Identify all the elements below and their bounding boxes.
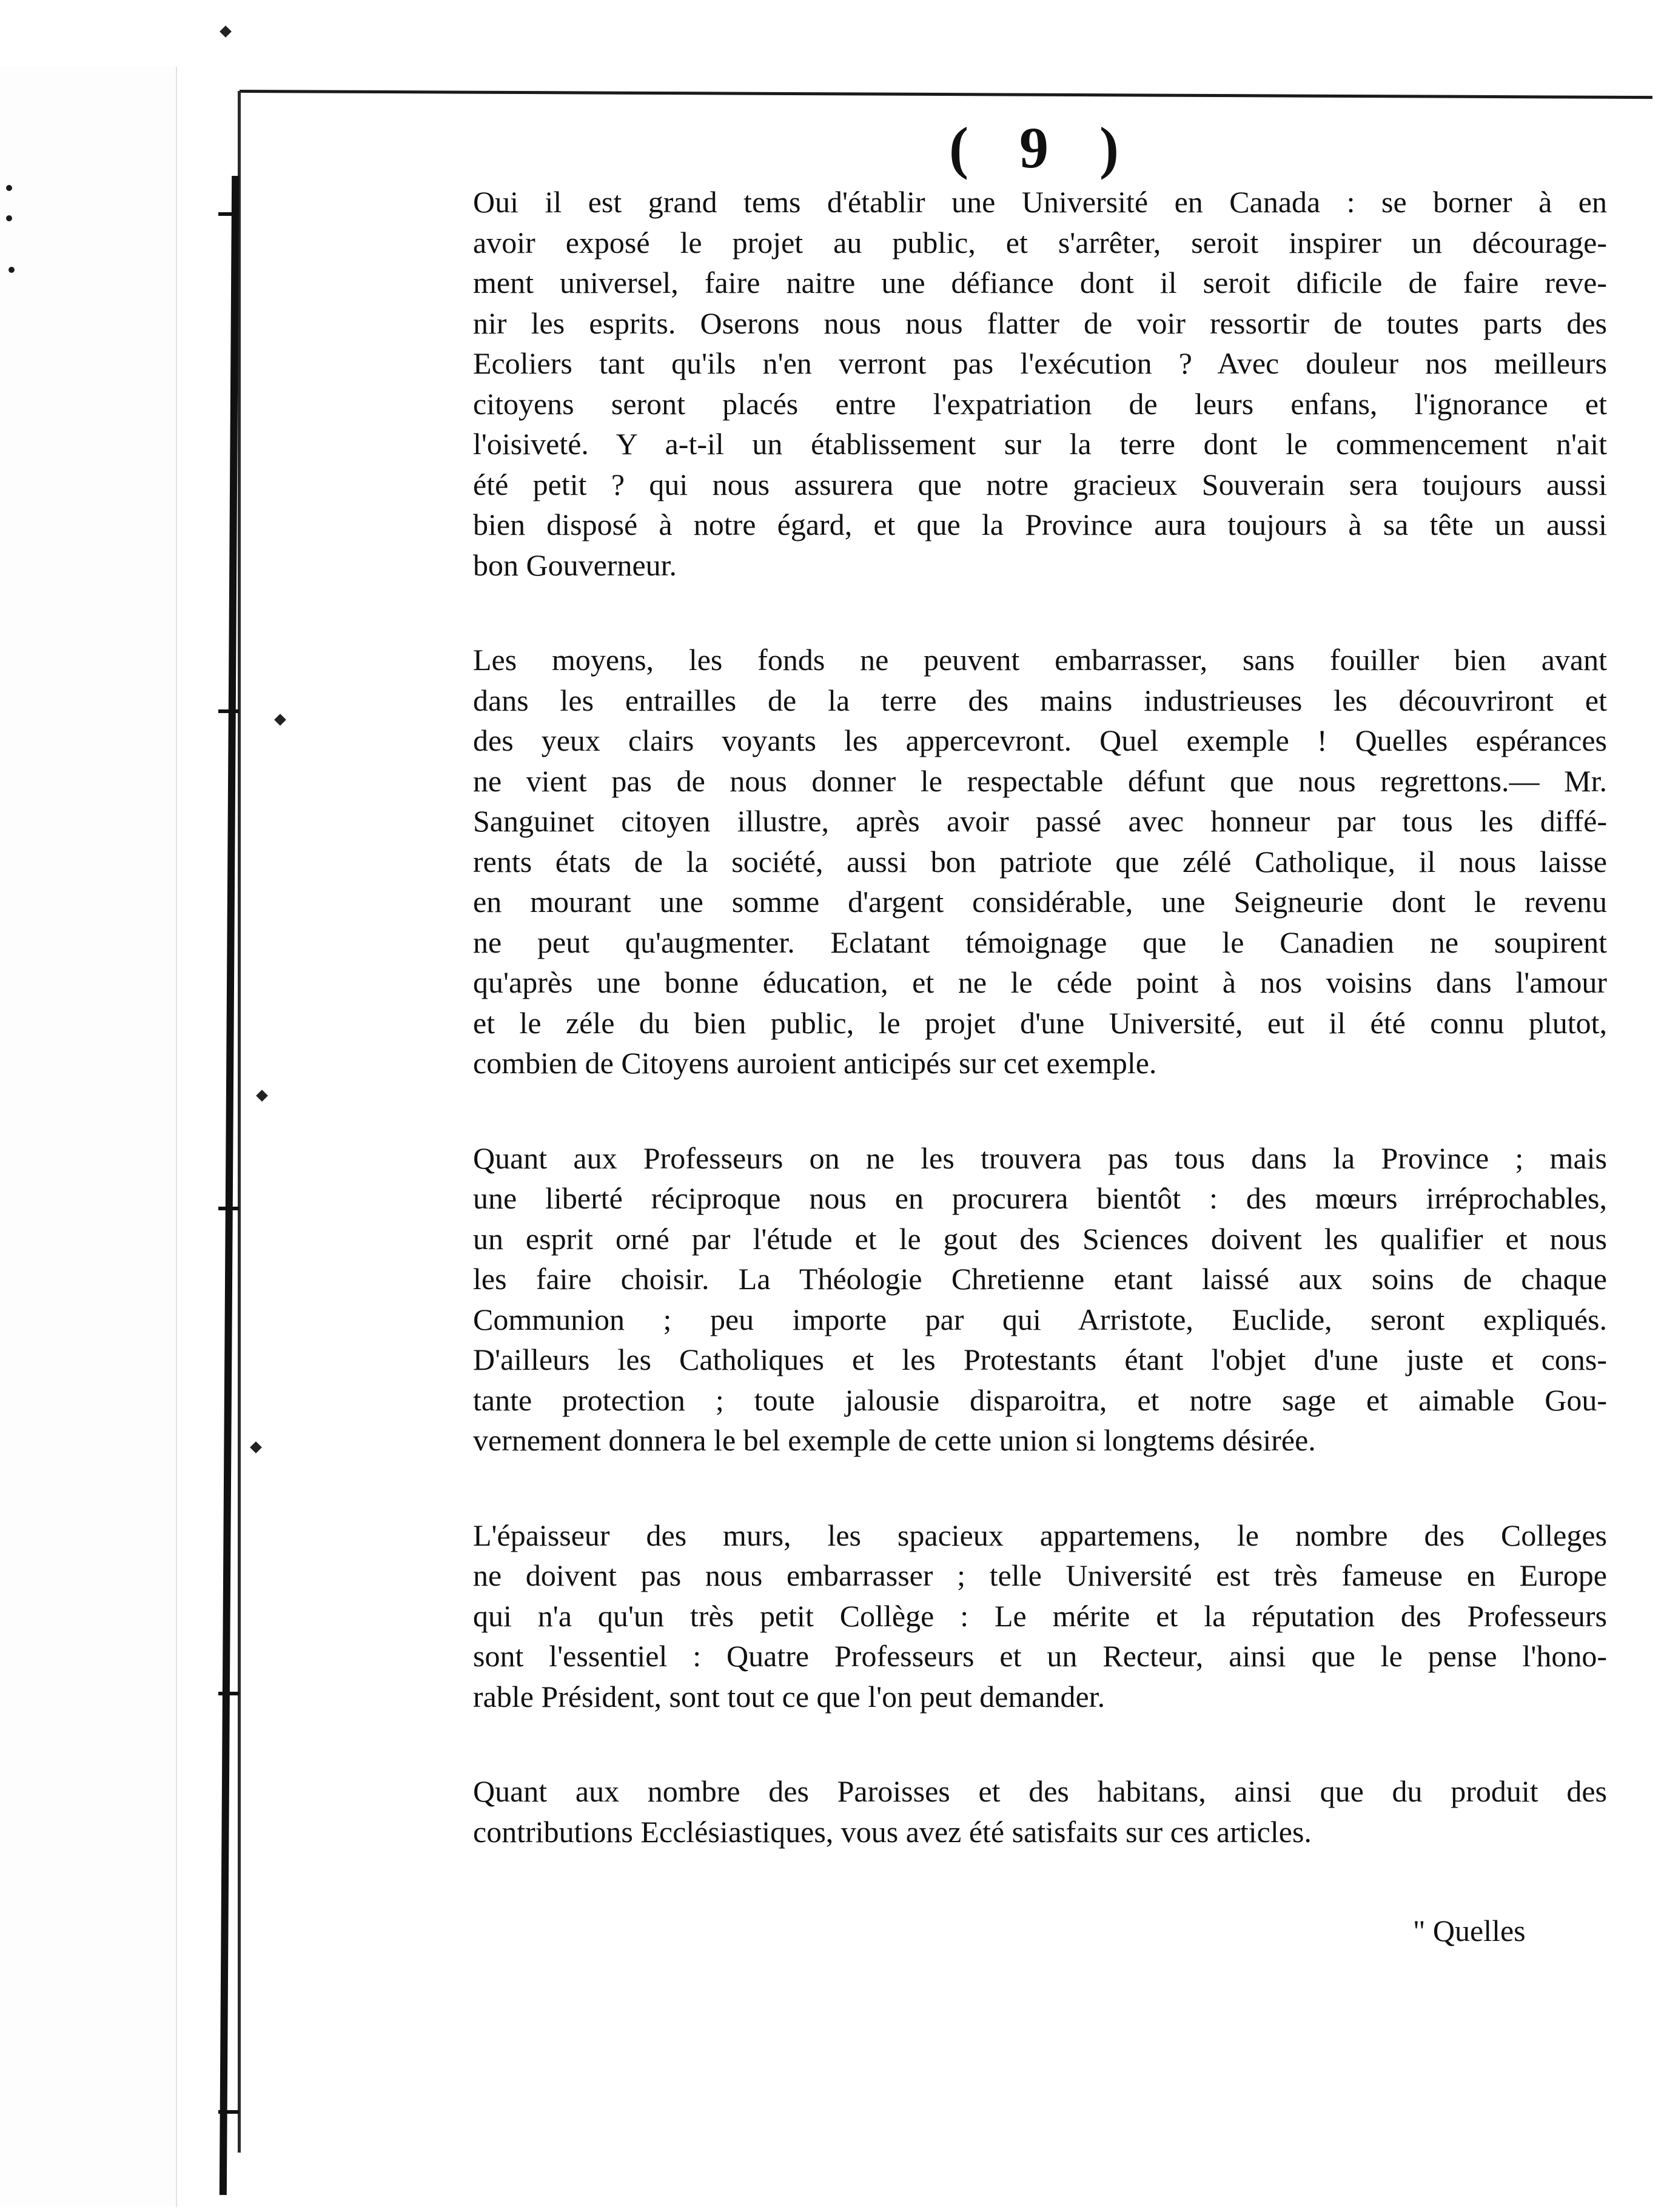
binding-thread [218, 2110, 239, 2114]
body-text [418, 182, 1607, 1864]
text-line: combien de Citoyens auroient anticipés sur cet exemple. [473, 1046, 1157, 1080]
text-line: Les moyens, les fonds ne peuvent embarrasser, sans fouiller bien avant [473, 643, 1607, 677]
text-line: dans les entrailles de la terre des mains industrieuses les découvriront et [473, 683, 1607, 717]
paragraph [418, 1138, 1607, 1461]
text-line: L'épaisseur des murs, les spacieux appartemens, le nombre des Colleges [473, 1518, 1607, 1552]
text-line: ne peut qu'augmenter. Eclatant témoignage que le Canadien ne soupirent [473, 925, 1607, 959]
paragraph [418, 1515, 1607, 1717]
text-line: Communion ; peu importe par qui Arristote, Euclide, seront expliqués. [473, 1302, 1607, 1336]
text-line: des yeux clairs voyants les appercevront. Quel exemple ! Quelles espérances [473, 723, 1607, 757]
paragraph [418, 1771, 1607, 1852]
text-line: Quant aux Professeurs on ne les trouvera pas tous dans la Province ; mais [473, 1141, 1607, 1175]
text-line: ne doivent pas nous embarrasser ; telle Université est très fameuse en Europe [473, 1558, 1607, 1592]
facing-page-mark [6, 215, 12, 221]
binding-thread [218, 1207, 239, 1210]
text-line: un esprit orné par l'étude et le gout des Sciences doivent les qualifier et nous [473, 1221, 1607, 1256]
text-line: contributions Ecclésiastiques, vous avez été satisfaits sur ces articles. [473, 1814, 1312, 1849]
text-line: rable Président, sont tout ce que l'on peut demander. [473, 1679, 1105, 1714]
facing-page-mark [6, 185, 12, 191]
text-line: avoir exposé le projet au public, et s'arrêter, seroit inspirer un décourage- [473, 225, 1607, 260]
catchword: " Quelles [1413, 1914, 1526, 1948]
facing-page-mark [8, 267, 15, 273]
paragraph [418, 182, 1607, 585]
text-line: Ecoliers tant qu'ils n'en verront pas l'exécution ? Avec douleur nos meilleurs [473, 346, 1607, 380]
facing-page-edge [0, 67, 177, 2207]
page-left-edge [238, 91, 241, 2153]
binding-thread [218, 212, 239, 216]
text-line: bon Gouverneur. [473, 548, 677, 582]
text-line: D'ailleurs les Catholiques et les Protestants étant l'objet d'une juste et cons- [473, 1342, 1607, 1376]
binding-thread [218, 709, 239, 713]
text-line: tante protection ; toute jalousie disparoitra, et notre sage et aimable Gou- [473, 1382, 1607, 1417]
text-line: une liberté réciproque nous en procurera bientôt : des mœurs irréprochables, [473, 1181, 1607, 1215]
text-line: les faire choisir. La Théologie Chretienne etant laissé aux soins de chaque [473, 1262, 1607, 1296]
text-line: rents états de la société, aussi bon patriote que zélé Catholique, il nous laisse [473, 844, 1607, 879]
text-line: qu'après une bonne éducation, et ne le céde point à nos voisins dans l'amour [473, 965, 1607, 999]
text-line: bien disposé à notre égard, et que la Province aura toujours à sa tête un aussi [473, 508, 1607, 541]
text-line: et le zéle du bien public, le projet d'une Université, eut il été connu plutot, [473, 1005, 1607, 1040]
text-line: qui n'a qu'un très petit Collège : Le mérite et la réputation des Professeurs [473, 1598, 1607, 1633]
text-line: sont l'essentiel : Quatre Professeurs et un Recteur, ainsi que le pense l'hono- [473, 1639, 1607, 1673]
text-line: nir les esprits. Oserons nous nous flatter de voir ressortir de toutes parts des [473, 306, 1607, 340]
text-line: été petit ? qui nous assurera que notre gracieux Souverain sera toujours aussi [473, 467, 1607, 501]
text-line: ment universel, faire naitre une défiance dont il seroit dificile de faire reve- [473, 266, 1607, 300]
page-number: ( 9 ) [949, 115, 1137, 180]
binding-thread [218, 1692, 239, 1695]
text-line: vernement donnera le bel exemple de cette union si longtems désirée. [473, 1423, 1316, 1457]
text-line: Sanguinet citoyen illustre, après avoir passé avec honneur par tous les diffé- [473, 804, 1607, 838]
text-line: l'oisiveté. Y a-t-il un établissement sur la terre dont le commencement n'ait [473, 427, 1607, 461]
text-line: Oui il est grand tems d'établir une Université en Canada : se borner à en [473, 185, 1607, 219]
text-line: ne vient pas de nous donner le respectable défunt que nous regrettons.— Mr. [473, 763, 1607, 798]
paragraph [418, 640, 1607, 1084]
text-line: en mourant une somme d'argent considérable, une Seigneurie dont le revenu [473, 885, 1607, 919]
text-line: citoyens seront placés entre l'expatriation de leurs enfans, l'ignorance et [473, 386, 1607, 421]
text-line: Quant aux nombre des Paroisses et des habitans, ainsi que du produit des [473, 1774, 1607, 1808]
